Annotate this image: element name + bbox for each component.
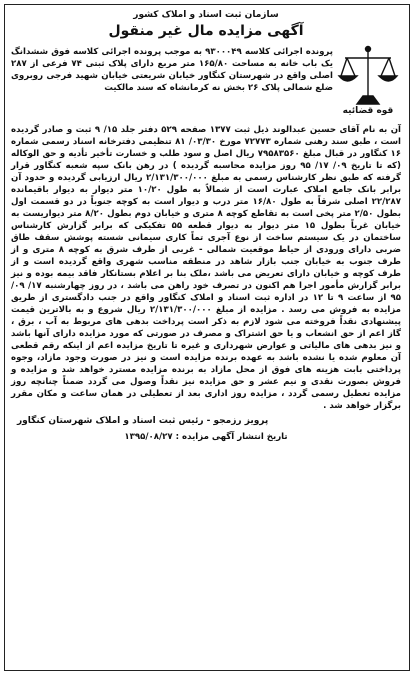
notice-body: آن به نام آقای حسین عبدالوند ذیل ثبت ۱۳۷۷ صفحه ۵۲۹ دفتر جلد ۱۵/ ۹ ثبت و صادر گردیده است ، طبق سند رهنی شماره ۷۲۷۷۳ مورخ ۰۳/۳۰/ ۸۱ تنظیمی دفترخانه اسناد رسمی شماره ۱۶ کنگاور در قبال مبلغ ۷۹۵۸۳۵۶۰ ریال اصل و سود طلب و خسارت تأخیر تأدیه و حق الوکاله (که تا تاریخ ۰۹/ ۱۷/ ۹۵ روز مزایده محاسبه گردیده ) در رهن بانک سپه شعبه کنگاور قرار گرفته که طبق نظر کارشناس رسمی به مبلغ ۲/۱۳۱/۳۰۰/۰۰۰ ریال ارزیابی گردیده و حدود آن برابر بانک جامع املاک عبارت است از شمالاً به طول ۱۰/۲۰ متر دیوار به دیوار باقیمانده ۲۲/۲۸۷ اصلی شرقاً به طول ۱۶/۸۰ متر درب و دیوار است به کوچه جنوباً در دو قسمت اول بطول ۲/۵۰ متر پخی است به تقاطع کوچه ۸ متری و خیابان دوم بطول ۸/۲۰ متر دیواریست به خیابان غرباً بطول ۱۵ متر دیوار به دیوار قطعه ۵۵ تفکیکی که برابر گزارش کارشناس ساختمان در یک سیستم ساخت از نوع آجری تماً کاری سیمانی شسته پوشش سقف طاق ضربی دارای ورودی از حیاط موقعیت شمالی - غربی از طرف شرق به کوچه ۸ متری و از طرف جنوب به خیابان جنب بازار شاهد در منطقه مناسب شهری واقع گردیده است و از طرف کوچه و خیابان دارای تعریض می باشد ،ملک بنا بر اعلام بستانکار فاقد بیمه بوده و نیز برابر گزارش مأمور اجرا هم اکنون در تصرف خود راهن می باشد ، در روز چهارشنبه ۱۷/ ۰۹/ ۹۵ از ساعت ۹ تا ۱۲ در اداره ثبت اسناد و املاک کنگاور واقع در جنب دادگستری از طریق مزایده به فروش می رسد . مزایده از مبلغ ۲/۱۳۱/۳۰۰/۰۰۰ ریال شروع و به بالاترین قیمت پیشنهادی نقداً فروخته می شود لازم به ذکر است پرداخت بدهی های مربوط به آب ، برق ، گاز اعم از حق انشعاب و یا حق اشتراک و مصرف در صورتی که مورد مزایده دارای آنها باشد و نیز بدهی های مالیاتی و عوارض شهرداری و غیره تا تاریخ مزایده اعم از اینکه رقم قطعی آن معلوم شده یا نشده باشد به عهده برنده مزایده است و نیز در صورت وجود مازاد، وجوه پرداختی بابت هزینه های فوق از محل مازاد به برنده مزایده مسترد خواهد شد و مزایده و فروش بصورت نقدی و نیم عشر و حق مزایده نیز نقداً وصول می گردد ضمناً چنانچه روز مزایده تعطیل رسمی گردد ، مزایده روز اداری بعد از تعطیلی در همان ساعت و مکان مقرر برگزار خواهد شد . [11, 125, 402, 411]
auction-notice [4, 4, 410, 671]
logo-caption: قوه قضائیه [342, 106, 394, 116]
signature-line: پرویز رزمجو - رئیس ثبت اسناد و املاک شهرستان کنگاور [17, 416, 269, 426]
notice-header [11, 10, 401, 122]
intro-paragraph: پرونده اجرائی کلاسه ۹۳۰۰۰۴۹ به موجب پرونده اجرائی کلاسه فوق ششدانگ یک باب خانه به مساحت ۱۶۵/۸۰ متر مربع دارای پلاک ثبتی ۷۴ فرعی از ۲۸۷ اصلی واقع در شهرستان کنگاور خیابان شریعتی خیابان شهید فرجی روبروی ضلع شمالی پلاک ۲۶ بخش نه کرمانشاه که سند مالکیت [11, 47, 333, 93]
publication-date: تاریخ انتشار آگهی مزایده : ۱۳۹۵/۰۸/۲۷ [124, 432, 288, 442]
judiciary-scales-icon [337, 44, 399, 110]
notice-title: آگهی مزایده مال غیر منقول [108, 23, 304, 39]
organization-name: سازمان ثبت اسناد و املاک کشور [133, 10, 279, 20]
